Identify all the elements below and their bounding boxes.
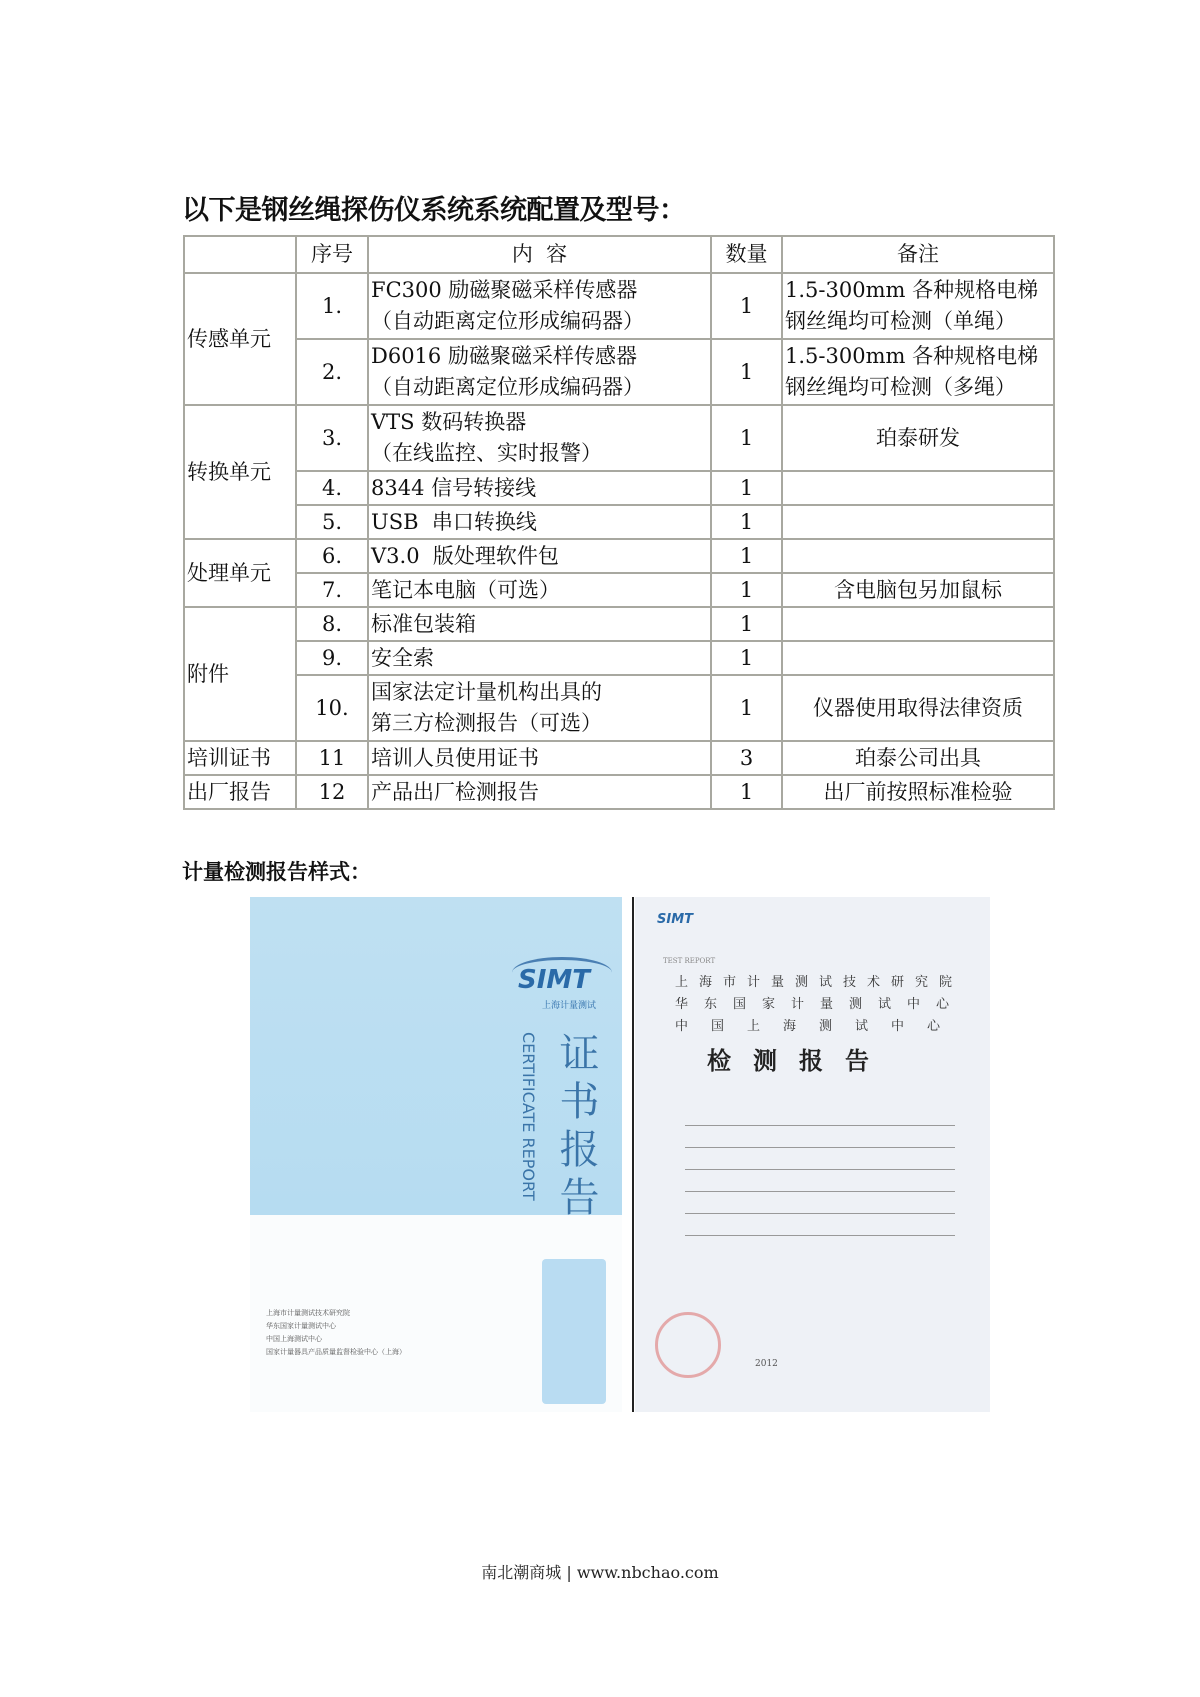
- table-row: [184, 675, 1054, 741]
- content-line: FC300 励磁聚磁采样传感器: [371, 278, 638, 302]
- row-number: 3.: [296, 405, 368, 471]
- quantity: 1: [711, 607, 782, 641]
- simt-logo: SIMT: [518, 965, 591, 995]
- header-cell: 备注: [782, 236, 1054, 273]
- row-number: 5.: [296, 505, 368, 539]
- table-row: [184, 741, 1054, 775]
- group-cell: 培训证书: [184, 741, 296, 775]
- cover-title-cn: 证书报告: [553, 1032, 599, 1224]
- table-row: [184, 339, 1054, 405]
- report-field-line: [685, 1125, 955, 1126]
- header-cell: [184, 236, 296, 273]
- content-line: 第三方检测报告（可选）: [371, 711, 602, 735]
- quantity: 1: [711, 405, 782, 471]
- content-cell: 8344 信号转接线: [368, 471, 711, 505]
- content-line: （自动距离定位形成编码器）: [371, 375, 644, 399]
- group-cell: 附件: [184, 607, 296, 741]
- header-cell: 序号: [296, 236, 368, 273]
- report-field-line: [685, 1147, 955, 1148]
- content-line: D6016 励磁聚磁采样传感器: [371, 344, 637, 368]
- note-cell: [782, 339, 1054, 405]
- table-header-row: [184, 236, 1054, 273]
- note-line: 钢丝绳均可检测（单绳）: [785, 309, 1016, 333]
- quantity: 1: [711, 641, 782, 675]
- row-number: 1.: [296, 273, 368, 339]
- note-line: 1.5-300mm 各种规格电梯: [785, 278, 1039, 302]
- header-cell: 数量: [711, 236, 782, 273]
- content-line: VTS 数码转换器: [371, 410, 527, 434]
- table-row: [184, 573, 1054, 607]
- certificate-cover-image: [250, 897, 622, 1412]
- quantity: 1: [711, 775, 782, 809]
- report-top-label: TEST REPORT: [663, 957, 716, 965]
- quantity: 1: [711, 339, 782, 405]
- note-cell: 珀泰研发: [782, 405, 1054, 471]
- quantity: 1: [711, 675, 782, 741]
- group-cell: 处理单元: [184, 539, 296, 607]
- content-cell: 培训人员使用证书: [368, 741, 711, 775]
- content-cell: 安全索: [368, 641, 711, 675]
- cover-label-box: [542, 1259, 606, 1404]
- config-table: [183, 235, 1055, 810]
- content-cell: [368, 339, 711, 405]
- group-cell: 传感单元: [184, 273, 296, 405]
- report-org-line: 华东国家计量测试中心: [675, 997, 966, 1012]
- row-number: 7.: [296, 573, 368, 607]
- red-seal-icon: [655, 1312, 721, 1378]
- content-cell: [368, 405, 711, 471]
- image-divider: [632, 897, 634, 1412]
- table-row: [184, 775, 1054, 809]
- row-number: 2.: [296, 339, 368, 405]
- row-number: 6.: [296, 539, 368, 573]
- test-report-image: [635, 897, 990, 1412]
- content-cell: [368, 675, 711, 741]
- row-number: 4.: [296, 471, 368, 505]
- content-line: 国家法定计量机构出具的: [371, 680, 602, 704]
- report-org-line: 上海市计量测试技术研究院: [675, 975, 964, 990]
- row-number: 10.: [296, 675, 368, 741]
- group-cell: 出厂报告: [184, 775, 296, 809]
- report-date: 2012: [755, 1359, 778, 1369]
- quantity: 1: [711, 539, 782, 573]
- org-line: 国家计量器具产品质量监督检验中心（上海）: [266, 1348, 406, 1356]
- cover-org-list: [266, 1307, 406, 1359]
- content-cell: V3.0 版处理软件包: [368, 539, 711, 573]
- table-row: [184, 505, 1054, 539]
- content-cell: 产品出厂检测报告: [368, 775, 711, 809]
- report-org-line: 中国上海测试中心: [675, 1019, 964, 1034]
- page-heading: 以下是钢丝绳探伤仪系统系统配置及型号：: [182, 195, 686, 226]
- report-field-line: [685, 1235, 955, 1236]
- note-cell: 仪器使用取得法律资质: [782, 675, 1054, 741]
- report-field-line: [685, 1213, 955, 1214]
- header-cell: 内 容: [368, 236, 711, 273]
- quantity: 1: [711, 505, 782, 539]
- note-cell: [782, 607, 1054, 641]
- note-cell: [782, 471, 1054, 505]
- note-cell: [782, 505, 1054, 539]
- org-line: 中国上海测试中心: [266, 1335, 322, 1343]
- row-number: 12: [296, 775, 368, 809]
- report-field-line: [685, 1169, 955, 1170]
- note-cell: 含电脑包另加鼠标: [782, 573, 1054, 607]
- cover-title-en: CERTIFICATE REPORT: [519, 1032, 538, 1201]
- note-cell: 出厂前按照标准检验: [782, 775, 1054, 809]
- group-cell: 转换单元: [184, 405, 296, 539]
- simt-logo: SIMT: [657, 912, 694, 927]
- note-line: 钢丝绳均可检测（多绳）: [785, 375, 1016, 399]
- quantity: 1: [711, 573, 782, 607]
- table-row: [184, 405, 1054, 471]
- note-cell: [782, 539, 1054, 573]
- section-caption: 计量检测报告样式：: [182, 860, 371, 884]
- table-row: [184, 641, 1054, 675]
- content-cell: 标准包装箱: [368, 607, 711, 641]
- content-cell: [368, 273, 711, 339]
- org-line: 华东国家计量测试中心: [266, 1322, 336, 1330]
- quantity: 3: [711, 741, 782, 775]
- table-row: [184, 607, 1054, 641]
- quantity: 1: [711, 471, 782, 505]
- content-cell: 笔记本电脑（可选）: [368, 573, 711, 607]
- quantity: 1: [711, 273, 782, 339]
- content-line: （在线监控、实时报警）: [371, 441, 602, 465]
- content-line: （自动距离定位形成编码器）: [371, 309, 644, 333]
- note-cell: [782, 641, 1054, 675]
- row-number: 9.: [296, 641, 368, 675]
- table-row: [184, 273, 1054, 339]
- row-number: 11: [296, 741, 368, 775]
- logo-subtitle: 上海计量测试: [542, 1001, 597, 1011]
- note-cell: 珀泰公司出具: [782, 741, 1054, 775]
- page-footer: 南北潮商城 | www.nbchao.com: [481, 1563, 719, 1582]
- table-row: [184, 539, 1054, 573]
- report-title: 检测报告: [707, 1047, 891, 1075]
- table-row: [184, 471, 1054, 505]
- row-number: 8.: [296, 607, 368, 641]
- org-line: 上海市计量测试技术研究院: [266, 1309, 350, 1317]
- note-cell: [782, 273, 1054, 339]
- note-line: 1.5-300mm 各种规格电梯: [785, 344, 1039, 368]
- report-field-line: [685, 1191, 955, 1192]
- content-cell: USB 串口转换线: [368, 505, 711, 539]
